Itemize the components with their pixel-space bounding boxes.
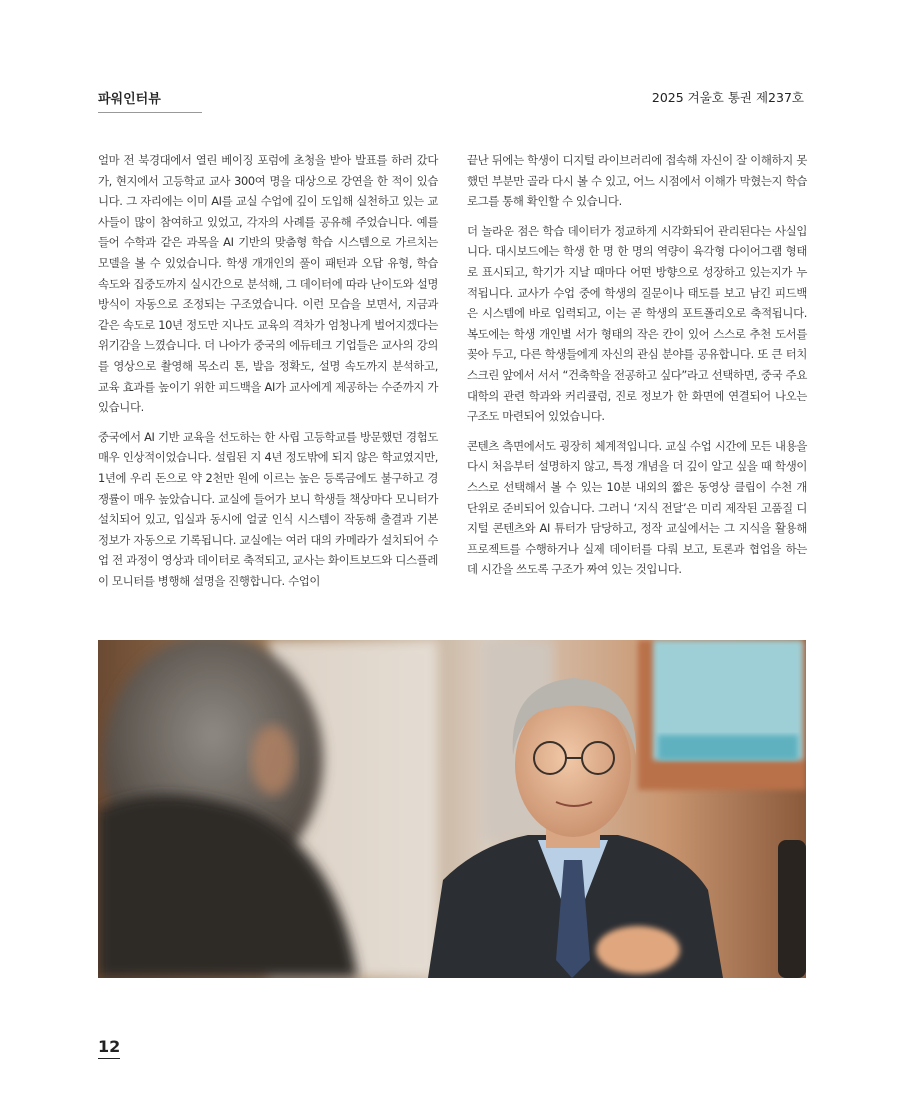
paragraph: 중국에서 AI 기반 교육을 선도하는 한 사립 고등학교를 방문했던 경험도 매우 인상적이었습니다. 설립된 지 4년 정도밖에 되지 않은 학교였지만, 1년에 우리 돈으로 약 2천만 원에 이르는 높은 등록금에도 불구하고 경쟁률이 매우 높았습니다. 교실에 들어가 보니 학생들 책상마다 모니터가 설치되어 있고, 입실과 동시에 얼굴 인식 시스템이 작동해 출결과 기본 정보가 자동으로 기록됩니다. 교실에는 여러 대의 카메라가 설치되어 수업 전 과정이 영상과 데이터로 축적되고, 교사는 화이트보드와 디스플레이 모니터를 병행해 설명을 진행합니다. 수업이 — [98, 429, 438, 588]
issue-label: 2025 겨울호 통권 제237호 — [651, 90, 804, 105]
article-left-column — [98, 150, 438, 600]
article-right-column — [467, 150, 807, 589]
page-number: 12 — [98, 1037, 120, 1059]
paragraph: 얼마 전 북경대에서 열린 베이징 포럼에 초청을 받아 발표를 하러 갔다가, 현지에서 고등학교 교사 300여 명을 대상으로 강연을 한 적이 있습니다. 그 자리에는 이미 AI를 교실 수업에 깊이 도입해 실천하고 있는 교사들이 많이 참여하고 있었고, 각자의 사례를 공유해 주었습니다. 예를 들어 수학과 같은 과목을 AI 기반의 맞춤형 학습 시스템으로 가르치는 모델을 볼 수 있었습니다. 학생 개개인의 풀이 패턴과 오답 유형, 학습 속도와 집중도까지 실시간으로 분석해, 그 데이터에 따라 난이도와 설명 방식이 자동으로 조정되는 구조였습니다. 이런 모습을 보면서, 지금과 같은 속도로 10년 정도만 지나도 교육의 격차가 엄청나게 벌어지겠다는 위기감을 느꼈습니다. 더 나아가 중국의 에듀테크 기업들은 교사의 강의를 영상으로 촬영해 목소리 톤, 발음 정확도, 설명 속도까지 분석하고, 교육 효과를 높이기 위한 피드백을 AI가 교사에게 제공하는 수준까지 가 있습니다. — [98, 153, 438, 415]
interview-photo — [98, 640, 806, 978]
paragraph: 끝난 뒤에는 학생이 디지털 라이브러리에 접속해 자신이 잘 이해하지 못했던 부분만 골라 다시 볼 수 있고, 어느 시점에서 이해가 막혔는지 학습 로그를 통해 확인할 수 있습니다. — [467, 153, 807, 209]
section-label: 파워인터뷰 — [98, 88, 202, 113]
paragraph: 콘텐츠 측면에서도 굉장히 체계적입니다. 교실 수업 시간에 모든 내용을 다시 처음부터 설명하지 않고, 특정 개념을 더 깊이 알고 싶을 때 학생이 스스로 선택해서 볼 수 있는 10분 내외의 짧은 동영상 클립이 수천 개 단위로 준비되어 있습니다. 그러니 ‘지식 전달’은 미리 제작된 고품질 디지털 콘텐츠와 AI 튜터가 담당하고, 정작 교실에서는 그 지식을 활용해 프로젝트를 수행하거나 실제 데이터를 다뤄 보고, 토론과 협업을 하는 데 시간을 쓰도록 구조가 짜여 있는 것입니다. — [467, 438, 807, 577]
paragraph: 더 놀라운 점은 학습 데이터가 정교하게 시각화되어 관리된다는 사실입니다. 대시보드에는 학생 한 명 한 명의 역량이 육각형 다이어그램 형태로 표시되고, 학기가 지날 때마다 어떤 방향으로 성장하고 있는지가 누적됩니다. 교사가 수업 중에 학생의 질문이나 태도를 보고 남긴 피드백은 시스템에 바로 입력되고, 이는 곧 학생의 포트폴리오로 축적됩니다. 복도에는 학생 개인별 서가 형태의 작은 칸이 있어 스스로 추천 도서를 꽂아 두고, 다른 학생들에게 자신의 관심 분야를 공유합니다. 또 큰 터치 스크린 앞에서 서서 “건축학을 전공하고 싶다”라고 선택하면, 중국 주요 대학의 관련 학과와 커리큘럼, 진로 정보가 한 화면에 연결되어 나오는 구조도 마련되어 있었습니다. — [467, 223, 807, 424]
